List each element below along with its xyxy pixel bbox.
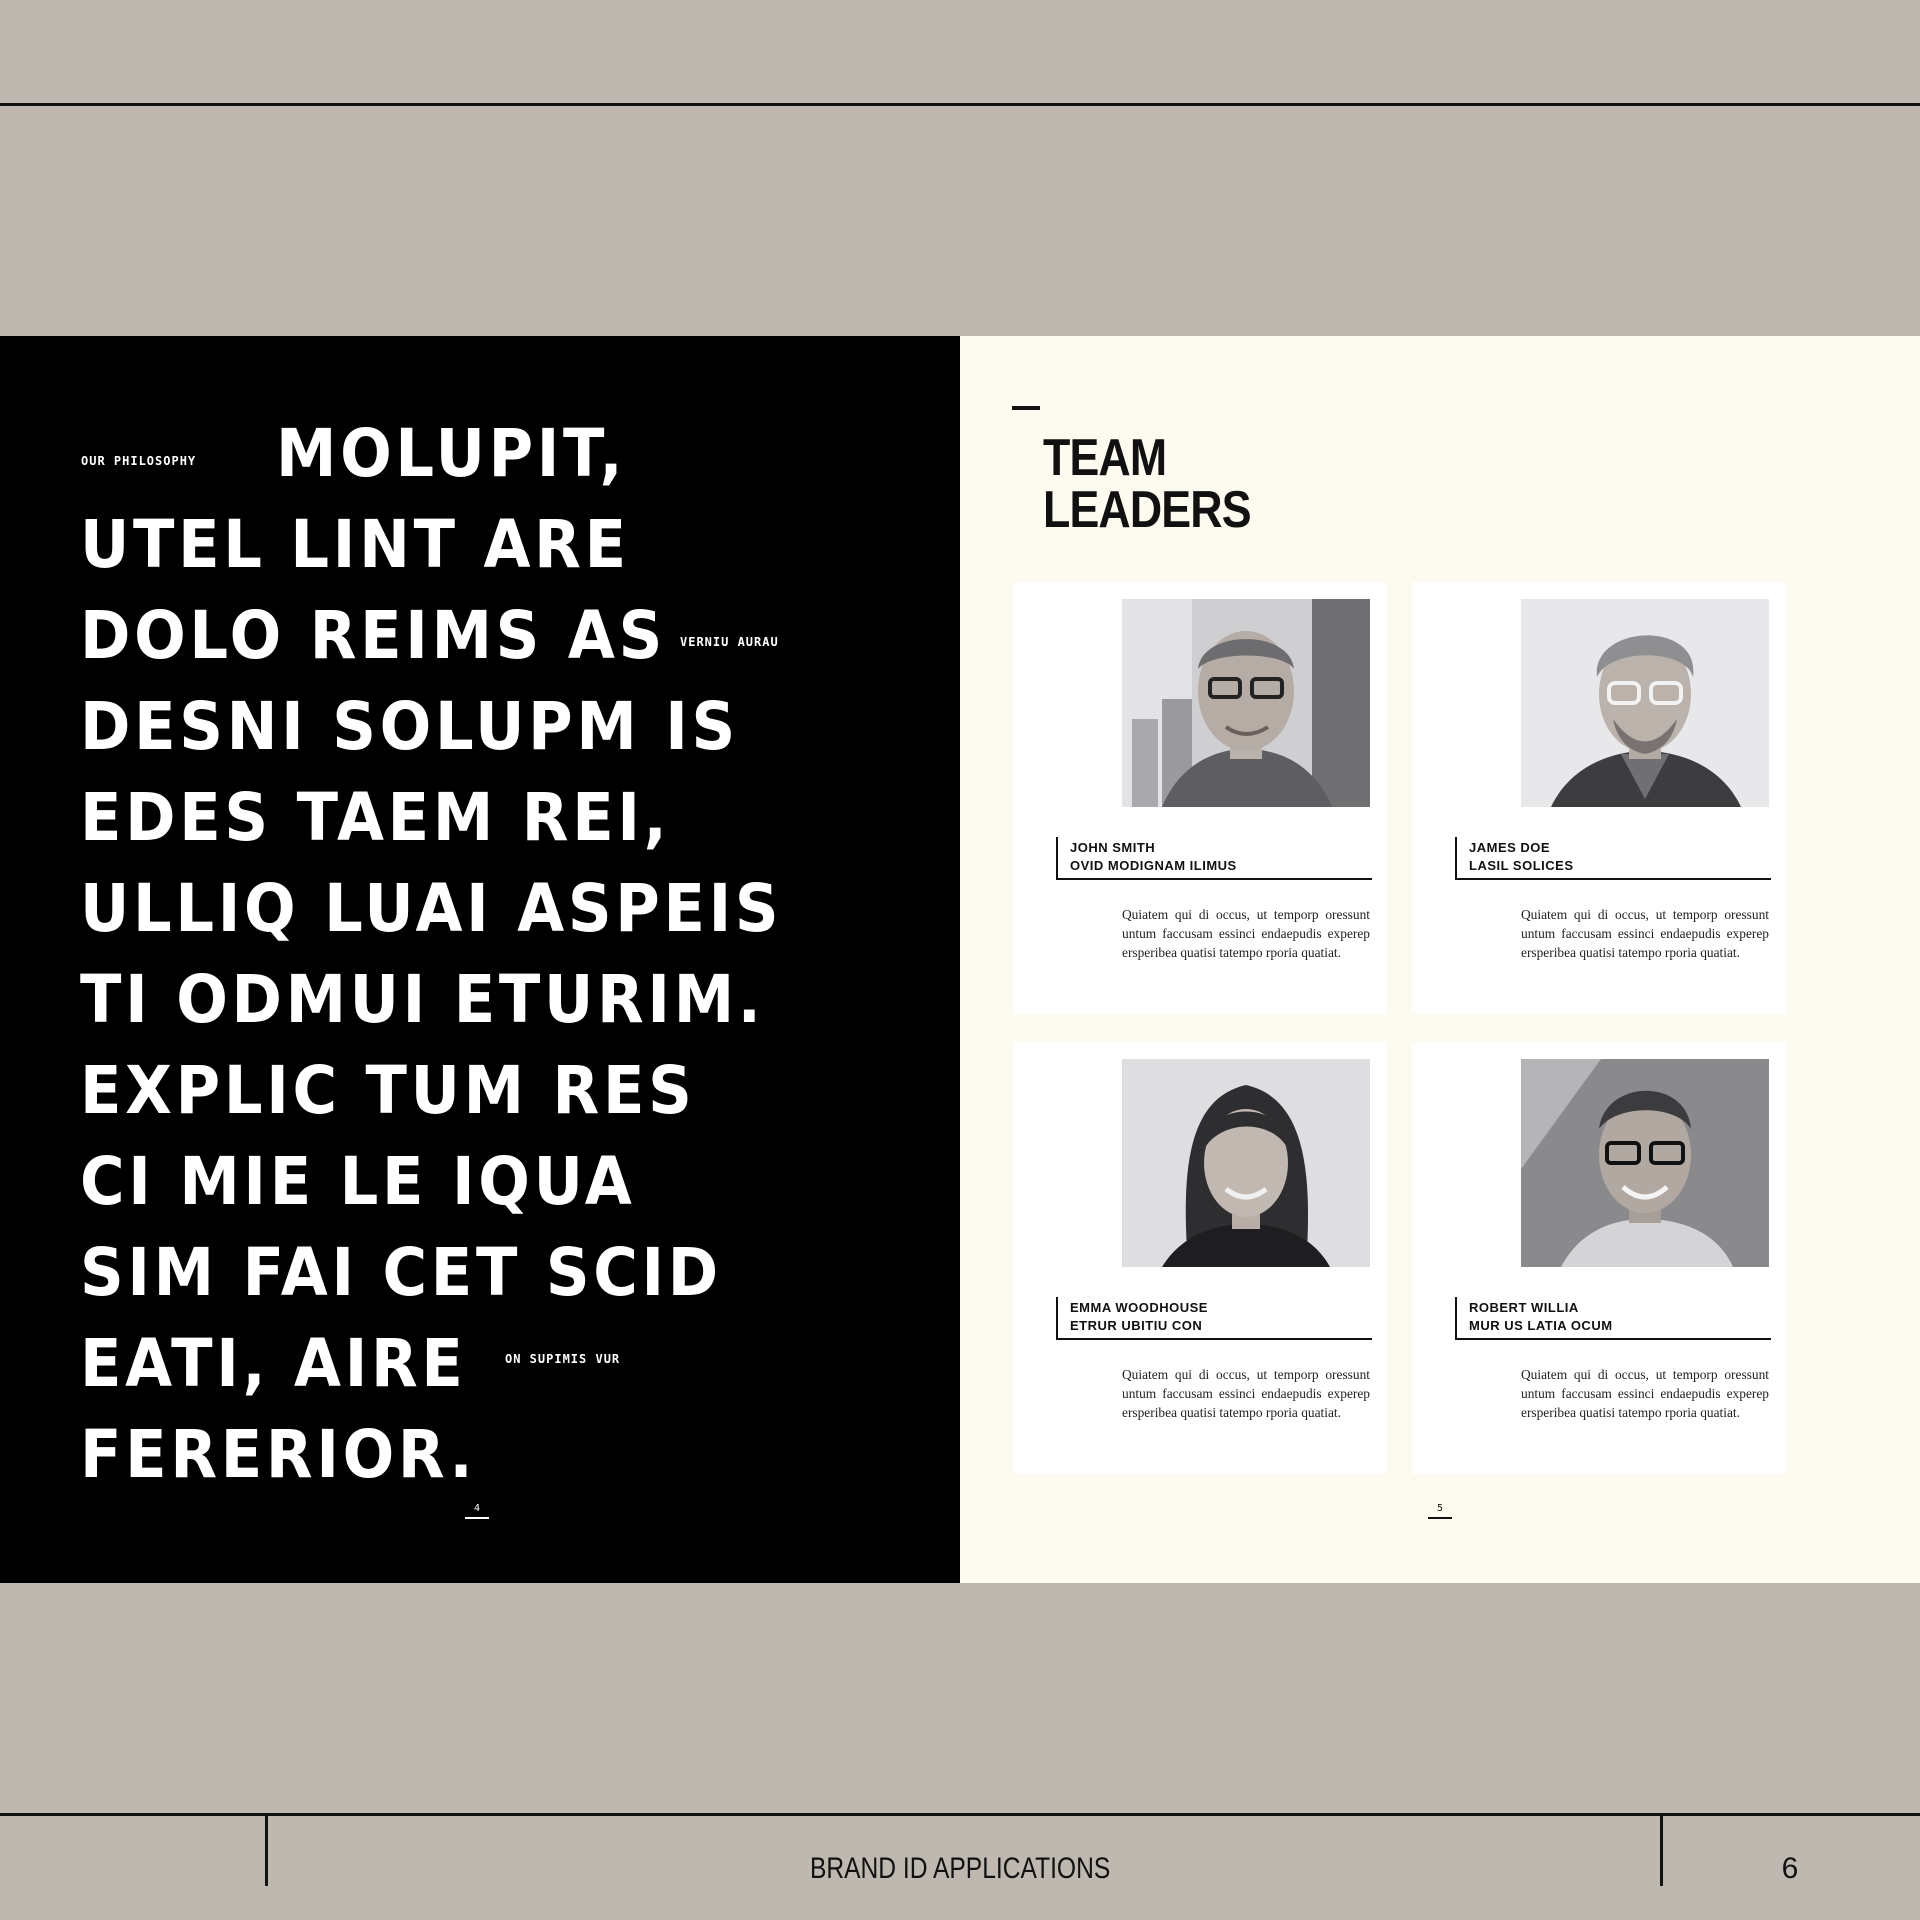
leader-name: EMMA WOODHOUSE [1070,1300,1208,1315]
leader-photo [1122,599,1370,807]
philosophy-line: MOLUPIT, [276,415,627,492]
leader-bio: Quiatem qui di occus, ut temporp oressunt untum faccusam essinci endaepudis experep ersperibea quatisi tatempo rporia quatiat. [1521,907,1769,960]
leader-role: OVID MODIGNAM ILIMUS [1070,858,1237,873]
philosophy-line: DOLO REIMS AS [80,597,666,674]
brochure-spread [0,336,1920,1583]
leader-bio: Quiatem qui di occus, ut temporp oressunt untum faccusam essinci endaepudis experep ersperibea quatisi tatempo rporia quatiat. [1521,1367,1769,1420]
team-title-line: LEADERS [1043,481,1251,539]
leader-role: MUR US LATIA OCUM [1469,1318,1613,1333]
philosophy-page [0,336,960,1583]
side-note: ON SUPIMIS VUR [505,1352,621,1366]
footer-title-text: BRAND ID APPLICATIONS [809,1852,1111,1885]
leader-card [1013,1042,1387,1474]
philosophy-line: SIM FAI CET SCID [80,1234,722,1311]
philosophy-line: EXPLIC TUM RES [80,1052,696,1129]
leader-name: JOHN SMITH [1070,840,1156,855]
footer-title [0,1852,1920,1886]
bottom-rule [0,1813,1920,1816]
team-title-line: TEAM [1043,429,1167,487]
leader-card [1412,1042,1786,1474]
philosophy-line: DESNI SOLUPM IS [80,688,739,765]
leader-name-box [1455,837,1771,880]
leader-name-box [1455,1297,1771,1340]
philosophy-line: TI ODMUI ETURIM. [80,961,765,1038]
title-dash [1012,406,1040,410]
philosophy-line: UTEL LINT ARE [80,506,630,583]
leader-photo [1521,1059,1769,1267]
team-title [1043,429,1251,539]
leader-bio: Quiatem qui di occus, ut temporp oressunt untum faccusam essinci endaepudis experep ersperibea quatisi tatempo rporia quatiat. [1122,1367,1370,1420]
leader-name: JAMES DOE [1469,840,1551,855]
leader-photo [1521,599,1769,807]
leader-name: ROBERT WILLIA [1469,1300,1579,1315]
leader-role: ETRUR UBITIU CON [1070,1318,1203,1333]
leader-name-box [1056,837,1372,880]
philosophy-line: EDES TAEM REI, [80,779,671,856]
philosophy-line: ULLIQ LUAI ASPEIS [80,870,783,947]
page-number-right: 5 [1428,1503,1452,1519]
leader-bio: Quiatem qui di occus, ut temporp oressunt untum faccusam essinci endaepudis experep ersperibea quatisi tatempo rporia quatiat. [1122,907,1370,960]
page-number-left: 4 [465,1503,489,1519]
side-note: VERNIU AURAU [680,635,779,649]
top-rule [0,103,1920,106]
leader-card [1013,582,1387,1014]
philosophy-kicker: OUR PHILOSOPHY [81,454,197,468]
footer-page-number: 6 [1781,1852,1799,1885]
leader-name-box [1056,1297,1372,1340]
philosophy-line: FERERIOR. [80,1416,477,1493]
team-leaders-page [960,336,1920,1583]
leader-role: LASIL SOLICES [1469,858,1574,873]
leader-photo [1122,1059,1370,1267]
leader-card [1412,582,1786,1014]
philosophy-line: EATI, AIRE [80,1325,467,1402]
philosophy-line: CI MIE LE IQUA [80,1143,636,1220]
